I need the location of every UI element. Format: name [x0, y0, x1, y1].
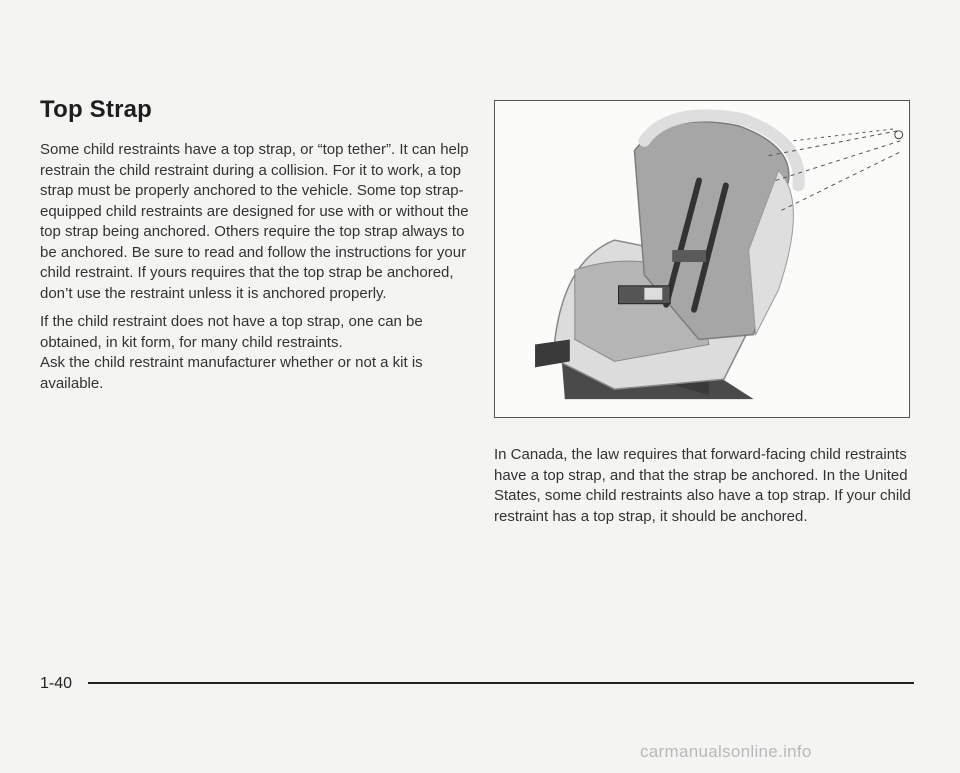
- page-number: 1-40: [40, 675, 73, 692]
- right-paragraph: In Canada, the law requires that forward-facing child restraints have a top strap, and that the strap be anchored. In the United States, some child restraints also have a top strap. If your child restraint has a top strap, it should be anchored.: [494, 446, 911, 525]
- child-seat-drawing: [495, 101, 909, 417]
- left-column: [40, 140, 470, 402]
- child-seat-illustration: [494, 100, 910, 418]
- watermark-text[interactable]: carmanualsonline.info: [640, 742, 812, 761]
- page-title: Top Strap: [40, 96, 153, 123]
- footer-rule: [88, 682, 914, 684]
- body-paragraph: If the child restraint does not have a top strap, one can be obtained, in kit form, for many child restraints.: [40, 313, 423, 351]
- body-paragraph: Ask the child restraint manufacturer whether or not a kit is available.: [40, 354, 423, 392]
- body-paragraph: Some child restraints have a top strap, or “top tether”. It can help restrain the child restraint during a collision. For it to work, a top strap must be properly anchored to the vehicle. Some top strap-equipped child restraints are designed for use with or without the top strap being anchored. Others require the top strap always to be anchored. Be sure to read and follow the instructions for your child restraint. If yours requires that the top strap be anchored, don’t use the restraint unless it is anchored properly.: [40, 141, 469, 302]
